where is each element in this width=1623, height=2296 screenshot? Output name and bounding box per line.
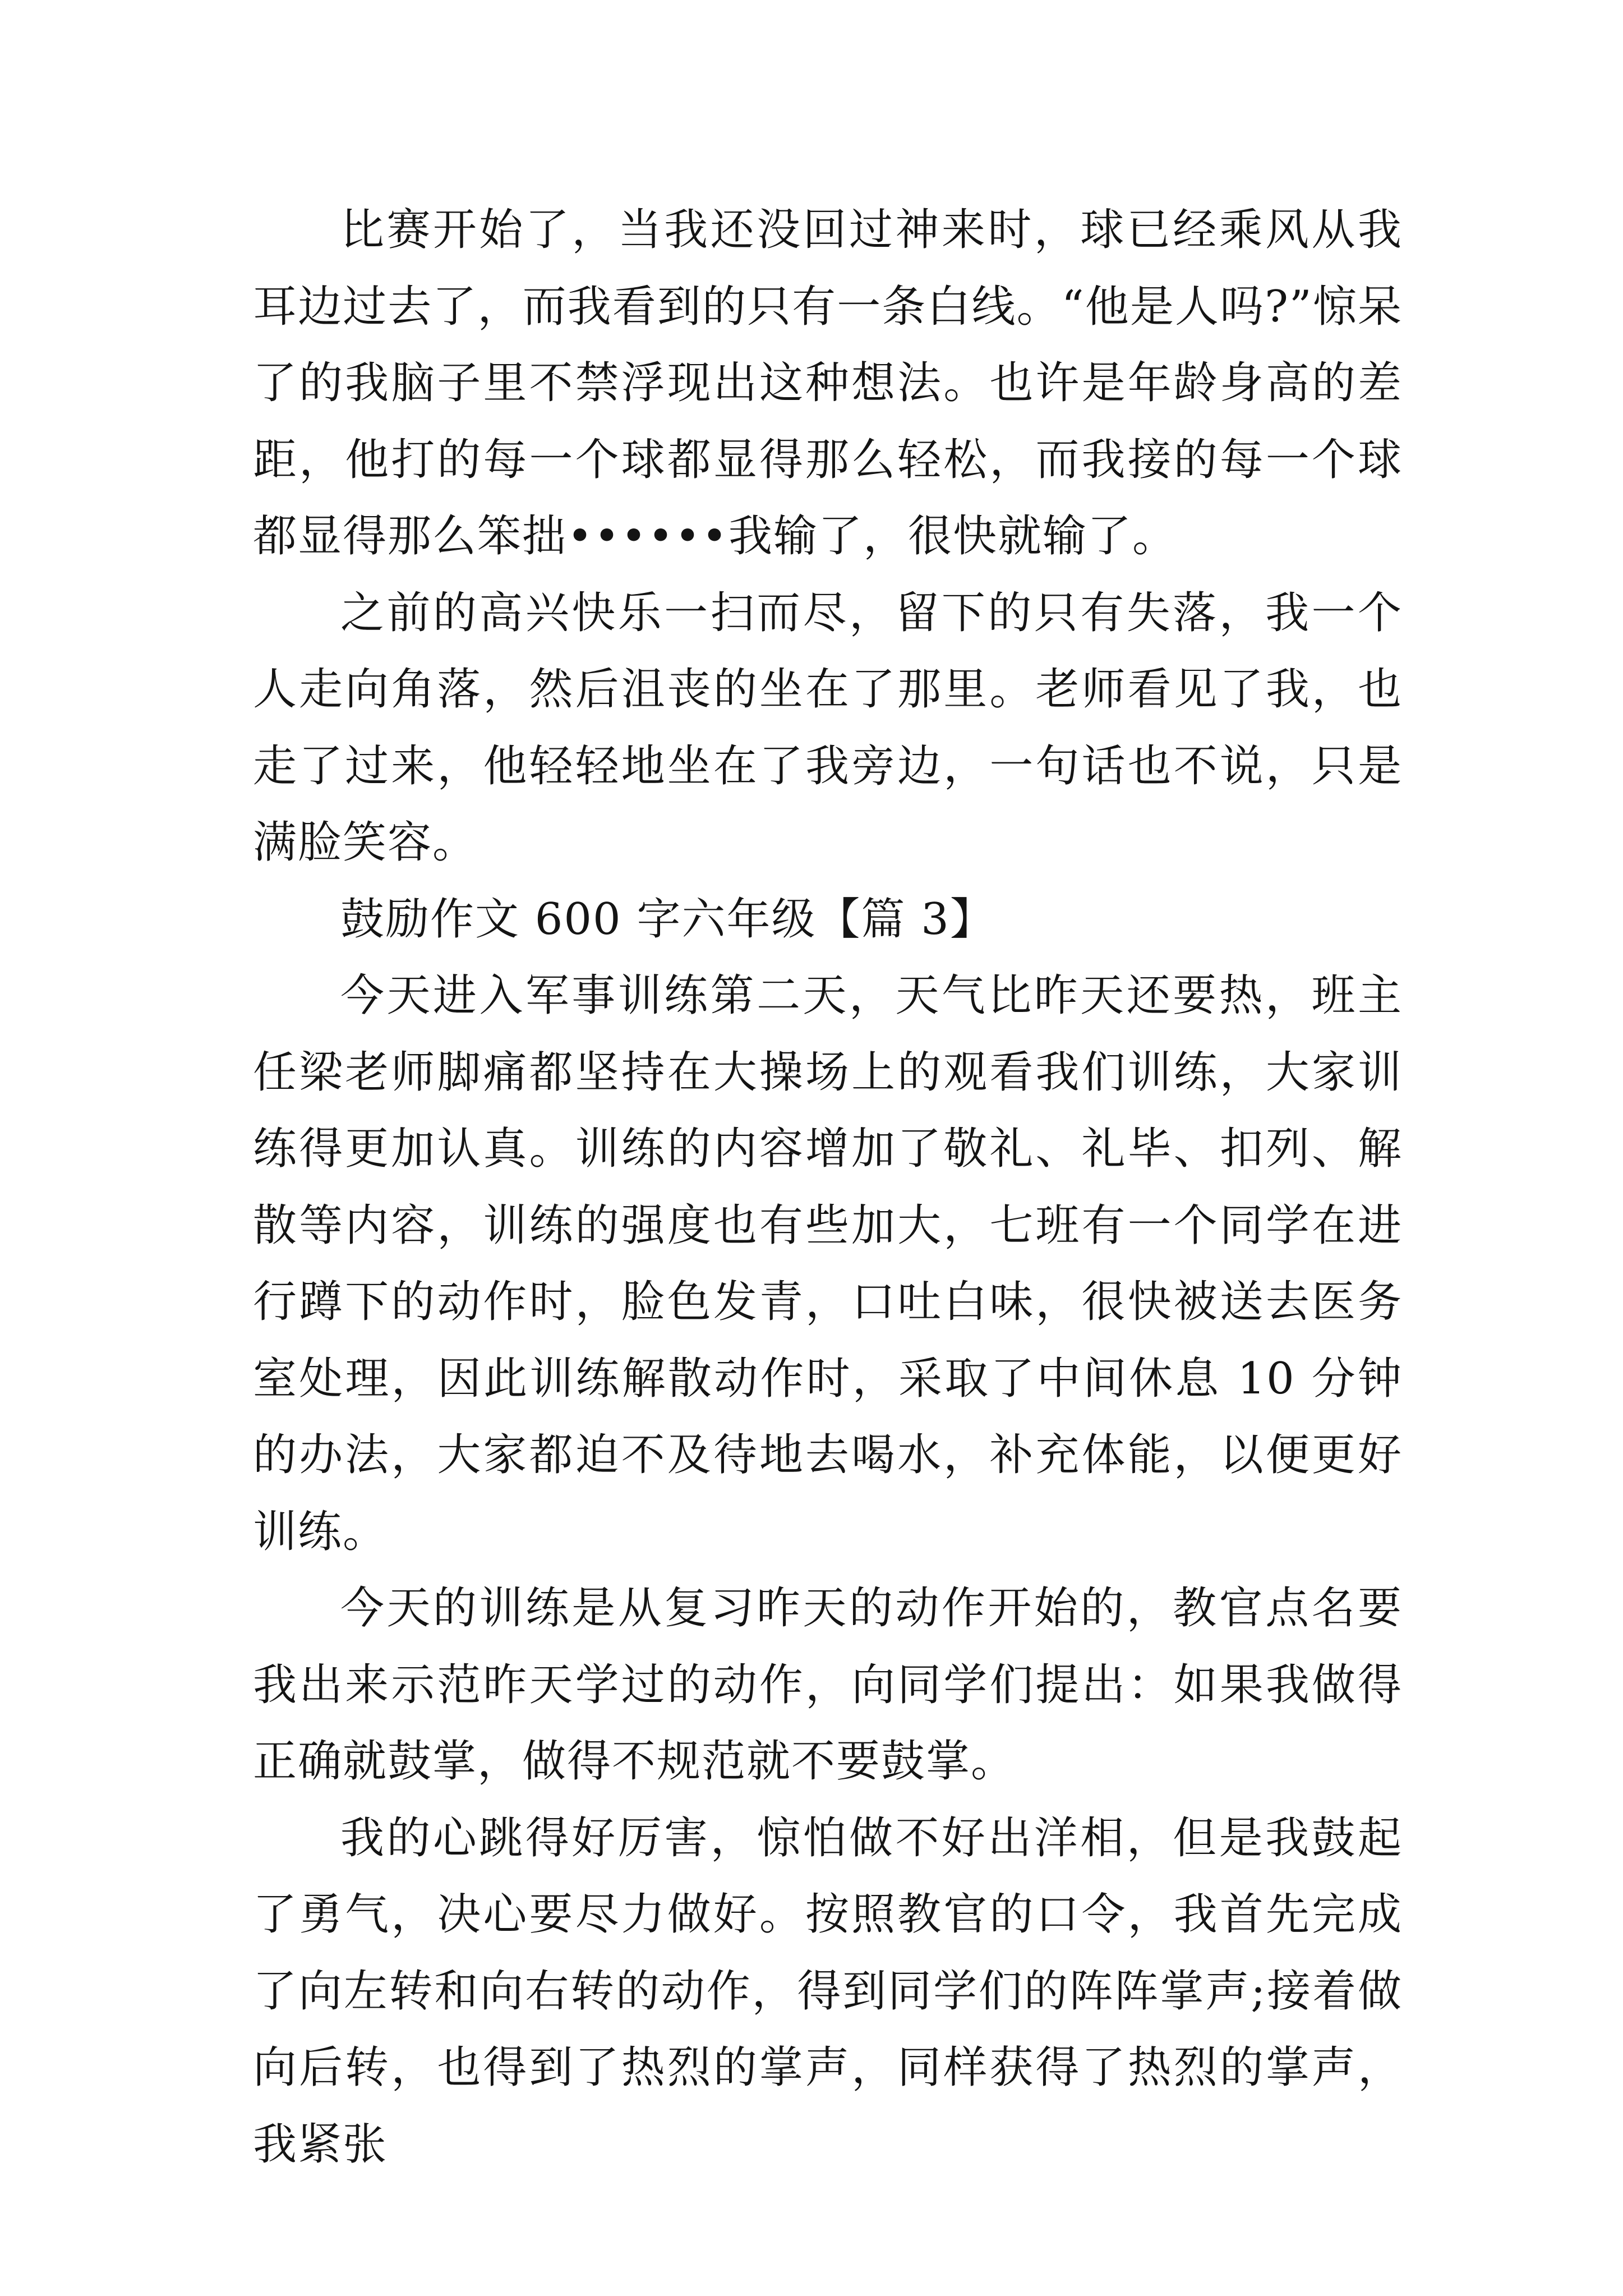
paragraph-military-training: 今天进入军事训练第二天，天气比昨天还要热，班主任梁老师脚痛都坚持在大操场上的观看我们训练，大家训练得更加认真。训练的内容增加了敬礼、礼毕、扣列、解散等内容，训练的强度也有些加大，七班有一个同学在进行蹲下的动作时，脸色发青，口吐白味，很快被送去医务室处理，因此训练解散动作时，采取了中间休息 10 分钟的办法，大家都迫不及待地去喝水，补充体能，以便更好训练。: [253, 970, 1403, 1557]
document-body: [253, 192, 1403, 2183]
paragraph-match-start: 比赛开始了，当我还没回过神来时，球已经乘风从我耳边过去了，而我看到的只有一条白线。“他是人吗?”惊呆了的我脑子里不禁浮现出这种想法。也许是年龄身高的差距，他打的每一个球都显得那么轻松，而我接的每一个球都显得那么笨拙••••••我输了，很快就输了。: [253, 205, 1403, 562]
paragraph-teacher-comes: 之前的高兴快乐一扫而尽，留下的只有失落，我一个人走向角落，然后沮丧的坐在了那里。老师看见了我，也走了过来，他轻轻地坐在了我旁边，一句话也不说，只是满脸笑容。: [253, 587, 1403, 868]
paragraph-courage: 我的心跳得好厉害，惊怕做不好出洋相，但是我鼓起了勇气，决心要尽力做好。按照教官的口令，我首先完成了向左转和向右转的动作，得到同学们的阵阵掌声;接着做向后转，也得到了热烈的掌声，同样获得了热烈的掌声，我紧张: [253, 1812, 1403, 2170]
paragraph-demonstration: 今天的训练是从复习昨天的动作开始的，教官点名要我出来示范昨天学过的动作，向同学们提出：如果我做得正确就鼓掌，做得不规范就不要鼓掌。: [253, 1583, 1403, 1787]
section-heading-part-3: 鼓励作文 600 字六年级【篇 3】: [340, 894, 995, 945]
